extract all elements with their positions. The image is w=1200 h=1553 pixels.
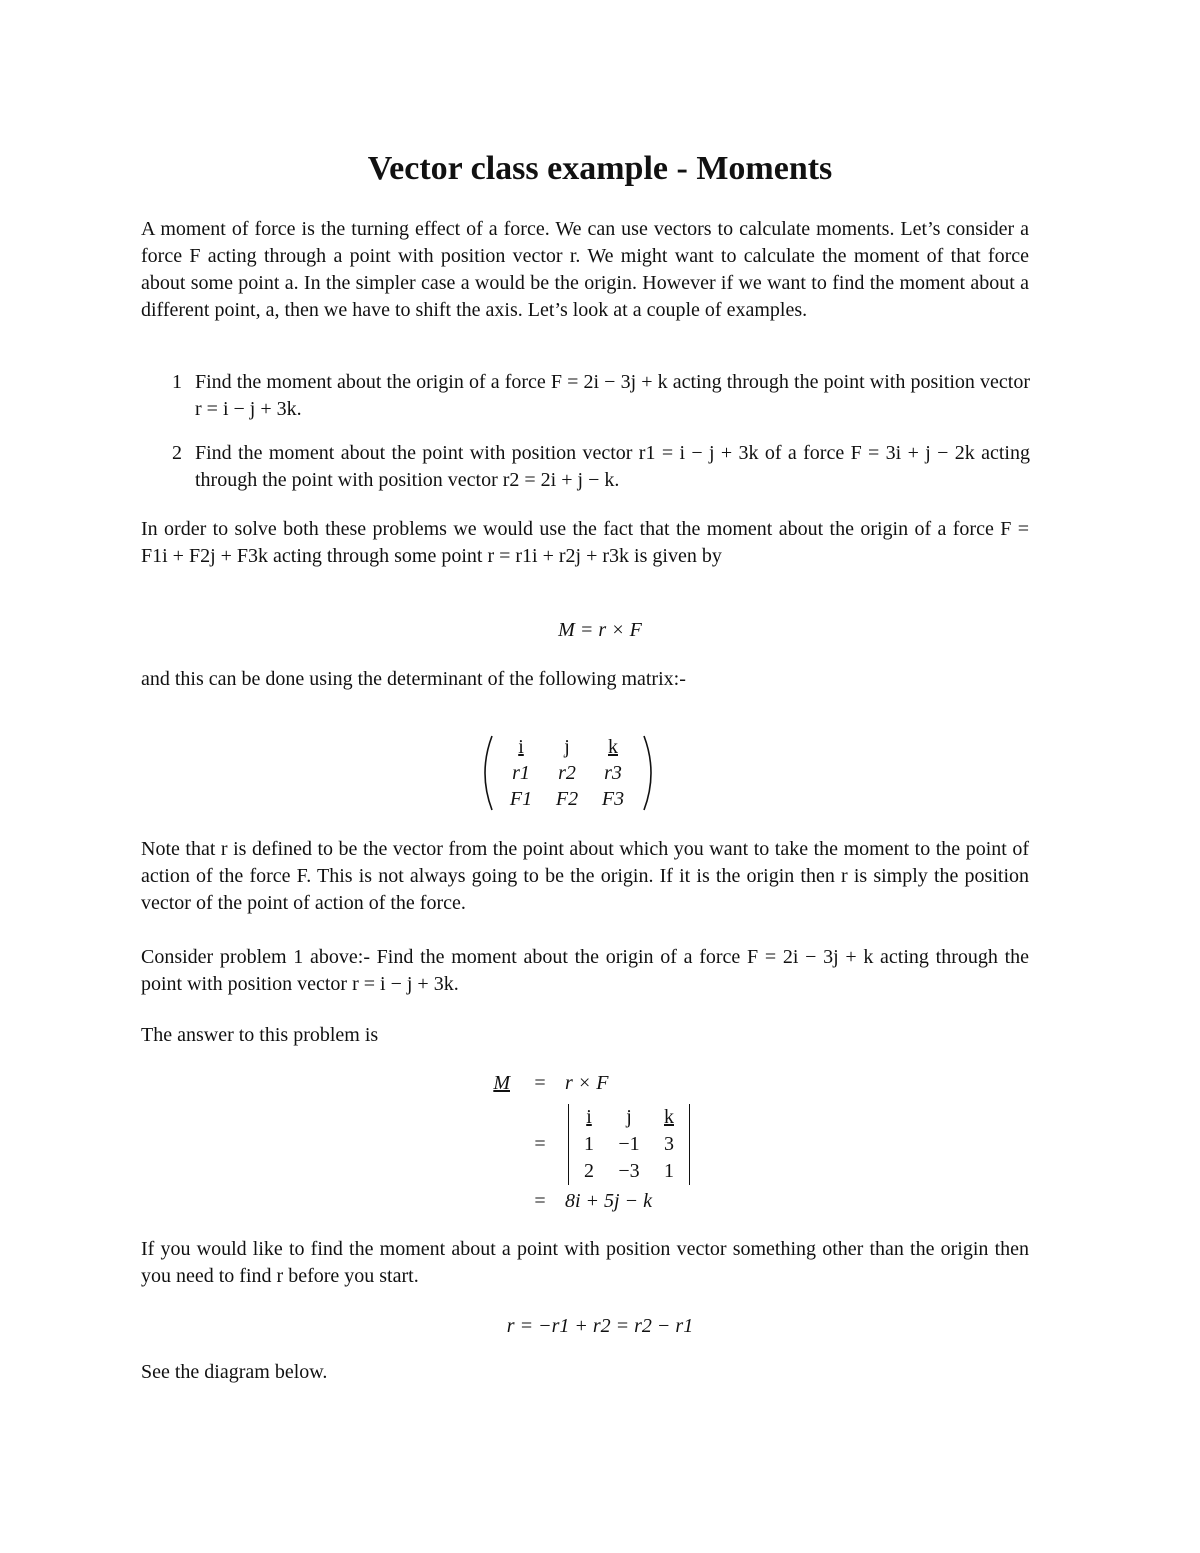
matrix-cell: F2 <box>555 787 579 810</box>
solve-paragraph: In order to solve both these problems we would use the fact that the moment about the origin of a force F = F1i + F2j + F3k acting through some point r = r1i + r2j + r3k is given by <box>141 518 1029 567</box>
determinant-cell: −3 <box>618 1160 640 1182</box>
moment-equation: M = r × F <box>558 619 642 641</box>
matrix-cell: r1 <box>512 761 530 784</box>
list-number: 2 <box>172 442 182 464</box>
determinant-cell: −1 <box>618 1133 640 1155</box>
matrix-cell: j <box>564 735 570 758</box>
determinant-cell: 3 <box>664 1133 674 1155</box>
matrix-cell: r2 <box>558 761 576 784</box>
determinant-cell: i <box>586 1106 592 1128</box>
determinant-cell: j <box>626 1106 632 1128</box>
cross-product-matrix <box>478 732 658 814</box>
equals-sign: = <box>534 1133 546 1155</box>
determinant <box>568 1104 690 1185</box>
matrix-intro: and this can be done using the determinant of the following matrix:- <box>141 668 686 690</box>
see-diagram: See the diagram below. <box>141 1361 328 1383</box>
equals-sign: = <box>534 1072 546 1094</box>
equals-sign: = <box>534 1190 546 1212</box>
list-item-2 <box>172 440 1030 494</box>
determinant-cell: 1 <box>664 1160 674 1182</box>
consider-paragraph: Consider problem 1 above:- Find the moment about the origin of a force F = 2i − 3j + k acting through the point with position vector r = i − j + 3k. <box>141 946 1029 995</box>
matrix-cell: F3 <box>601 787 625 810</box>
matrix-cell: F1 <box>509 787 533 810</box>
answer-intro: The answer to this problem is <box>141 1024 379 1046</box>
matrix-cell: r3 <box>604 761 622 784</box>
list-text: Find the moment about the origin of a force F = 2i − 3j + k acting through the point with position vector r = i − j + 3k. <box>195 371 1030 420</box>
note-paragraph: Note that r is defined to be the vector from the point about which you want to take the moment to the point of action of the force F. This is not always going to be the origin. If it is the origin then r is simply the position vector of the point of action of the force. <box>141 838 1029 914</box>
determinant-cell: 1 <box>584 1133 594 1155</box>
answer-result: 8i + 5j − k <box>565 1190 652 1212</box>
answer-line-1: r × F <box>565 1072 609 1094</box>
intro-paragraph: A moment of force is the turning effect of a force. We can use vectors to calculate moments. Let’s consider a force F acting through a point with position vector r. We might want to calculate the moment of that force about some point a. In the simpler case a would be the origin. However if we want to find the moment about a different point, a, then we have to shift the axis. Let’s look at a couple of examples. <box>141 218 1029 321</box>
list-item-1 <box>172 369 1030 423</box>
matrix-cell: i <box>518 735 524 758</box>
determinant-cell: 2 <box>584 1160 594 1182</box>
matrix-cell: k <box>608 735 618 758</box>
r-equation: r = −r1 + r2 = r2 − r1 <box>506 1315 694 1337</box>
list-text: Find the moment about the point with position vector r1 = i − j + 3k of a force F = 3i + j − 2k acting through the point with position vector r2 = 2i + j − k. <box>195 442 1030 491</box>
page-title: Vector class example - Moments <box>367 150 833 187</box>
answer-derivation <box>440 1070 760 1220</box>
other-point-paragraph: If you would like to find the moment about a point with position vector something other than the origin then you need to find r before you start. <box>141 1238 1029 1287</box>
determinant-cell: k <box>664 1106 674 1128</box>
answer-lhs: M <box>493 1072 510 1094</box>
list-number: 1 <box>172 371 182 393</box>
